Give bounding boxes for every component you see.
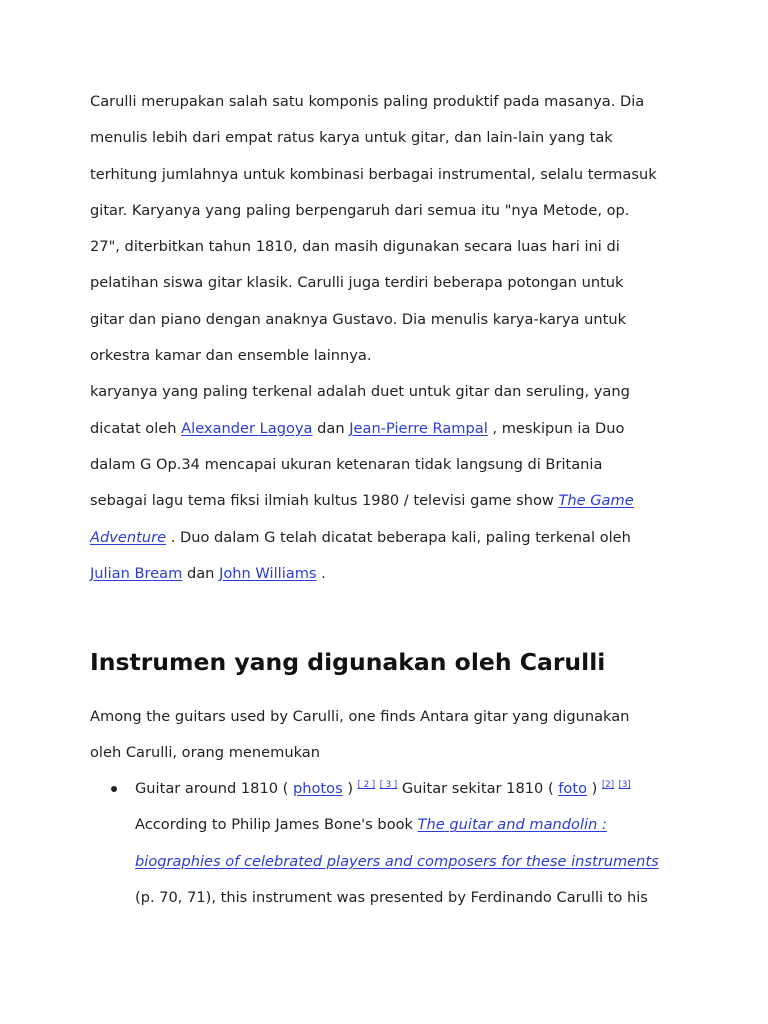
text-line: pelatihan siswa gitar klasik. Carulli juga terdiri beberapa potongan untuk — [90, 274, 624, 292]
bullet-icon — [111, 786, 117, 792]
text-segment: According to Philip James Bone's book — [135, 816, 418, 834]
text-line: 27", diterbitkan tahun 1810, dan masih digunakan secara luas hari ini di — [90, 238, 620, 256]
text-segment: . — [316, 564, 326, 582]
text-line: gitar. Karyanya yang paling berpengaruh dari semua itu "nya Metode, op. — [90, 201, 630, 219]
link-julian-bream[interactable]: Julian Bream — [90, 564, 183, 582]
section-intro — [90, 699, 710, 772]
link-book-title-cont[interactable]: biographies of celebrated players and composers for these instruments — [135, 852, 659, 870]
link-alexander-lagoya[interactable]: Alexander Lagoya — [181, 419, 313, 437]
text-segment: dicatat oleh — [90, 419, 182, 437]
text-line: karyanya yang paling terkenal adalah duet untuk gitar dan seruling, yang — [90, 383, 630, 401]
text-segment: ) — [587, 780, 602, 797]
text-line: Among the guitars used by Carulli, one finds Antara gitar yang digunakan — [90, 708, 630, 725]
text-line: gitar dan piano dengan anaknya Gustavo. Dia menulis karya-karya untuk — [90, 310, 627, 328]
text-line: dalam G Op.34 mencapai ukuran ketenaran tidak langsung di Britania — [90, 455, 603, 473]
paragraph-carulli-works — [90, 84, 690, 374]
text-line — [90, 520, 690, 556]
section-heading: Instrumen yang digunakan oleh Carulli — [90, 648, 606, 676]
text-line: menulis lebih dari empat ratus karya untuk gitar, dan lain-lain yang tak — [90, 129, 613, 147]
reference-3-id[interactable] — [619, 780, 631, 790]
text-segment: . Duo dalam G telah dicatat beberapa kali, paling terkenal oleh — [166, 528, 631, 546]
text-line — [90, 411, 690, 447]
reference-2[interactable] — [358, 780, 375, 790]
link-the-game-adventure[interactable]: The Game — [558, 492, 634, 510]
text-line: oleh Carulli, orang menemukan — [90, 744, 320, 762]
text-line: terhitung jumlahnya untuk kombinasi berbagai instrumental, selalu termasuk — [90, 165, 657, 183]
article-body — [90, 84, 690, 592]
text-line — [135, 844, 710, 880]
link-foto[interactable]: foto — [558, 780, 587, 797]
text-line: (p. 70, 71), this instrument was presented by Ferdinando Carulli to his — [135, 888, 648, 906]
link-john-williams[interactable]: John Williams — [219, 564, 317, 582]
text-segment: dan — [182, 564, 220, 582]
text-segment: dan — [312, 419, 350, 437]
text-line — [135, 771, 710, 807]
reference-link[interactable]: [2] — [601, 780, 615, 790]
text-segment: , meskipun ia Duo — [487, 419, 625, 437]
link-jean-pierre-rampal[interactable]: Jean-Pierre Rampal — [349, 419, 488, 437]
guitar-list — [90, 771, 710, 916]
paragraph-famous-duet — [90, 374, 690, 592]
link-book-title[interactable]: The guitar and mandolin : — [417, 816, 607, 834]
text-line — [90, 483, 690, 519]
reference-link[interactable]: [ 2 ] — [357, 780, 376, 790]
text-line: Carulli merupakan salah satu komponis paling produktif pada masanya. Dia — [90, 93, 645, 110]
link-the-game-adventure-cont[interactable]: Adventure — [90, 528, 167, 546]
text-segment: Guitar sekitar 1810 ( — [397, 780, 559, 797]
reference-link[interactable]: [3] — [618, 780, 631, 790]
text-line — [135, 807, 710, 843]
text-segment: ) — [342, 780, 358, 797]
text-segment: sebagai lagu tema fiksi ilmiah kultus 1980 / televisi game show — [90, 492, 559, 510]
text-line: orkestra kamar dan ensemble lainnya. — [90, 347, 372, 365]
paragraph-guitars-used — [90, 699, 710, 772]
link-photos[interactable]: photos — [292, 780, 343, 797]
reference-link[interactable]: [ 3 ] — [379, 780, 398, 790]
reference-2-id[interactable] — [602, 780, 614, 790]
reference-3[interactable] — [380, 780, 397, 790]
text-line — [90, 556, 690, 592]
text-segment: Guitar around 1810 ( — [135, 780, 293, 797]
list-item — [90, 771, 710, 916]
